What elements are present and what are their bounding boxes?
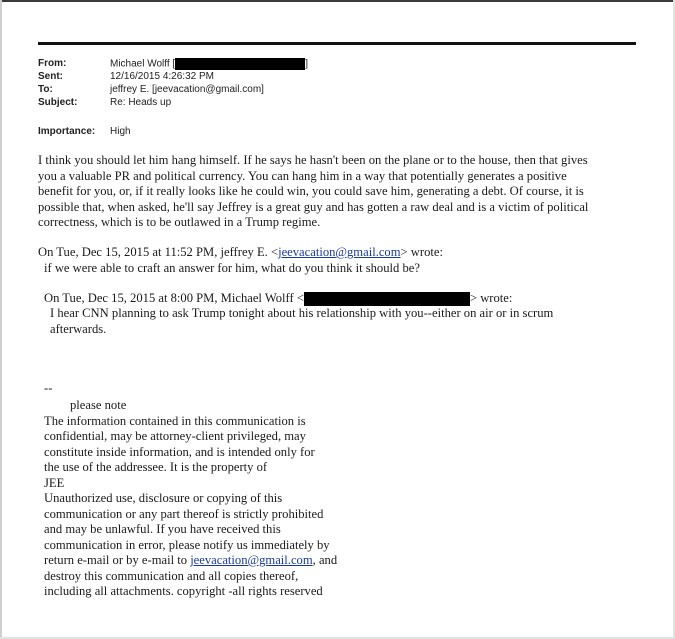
body-line: possible that, when asked, he'll say Jeffrey is a great guy and has gotten a raw deal and is a victim of political <box>38 199 589 214</box>
importance-label: Importance: <box>38 126 96 137</box>
redaction-bar <box>175 58 305 70</box>
disclaimer-line: constitute inside information, and is intended only for <box>44 444 315 459</box>
quote1-attribution: On Tue, Dec 15, 2015 at 11:52 PM, jeffrey E. <jeevacation@gmail.com> wrote: <box>38 245 443 259</box>
disclaimer-line: communication or any part thereof is strictly prohibited <box>44 506 324 521</box>
sent-label: Sent: <box>38 71 63 82</box>
from-value: Michael Wolff [ ] <box>110 58 308 70</box>
disclaimer-email-link[interactable]: jeevacation@gmail.com <box>190 553 313 567</box>
body-line: I think you should let him hang himself. If he says he hasn't been on the plane or to the house, then that gives <box>38 153 588 167</box>
disclaimer-line: Unauthorized use, disclosure or copying of this <box>44 491 283 505</box>
signature-note: please note <box>70 398 127 412</box>
to-label: To: <box>38 84 53 95</box>
subject-value: Re: Heads up <box>110 97 172 108</box>
quote2-attribution: On Tue, Dec 15, 2015 at 8:00 PM, Michael Wolff < > wrote: <box>44 291 513 305</box>
page-border-left <box>0 0 2 639</box>
body-line: correctness, which is to be outlawed in a Trump regime. <box>38 215 321 229</box>
sent-value: 12/16/2015 4:26:32 PM <box>110 71 214 82</box>
page-border-top <box>0 0 675 2</box>
quote1-line: if we were able to craft an answer for him, what do you think it should be? <box>44 261 420 275</box>
redaction-bar <box>304 292 470 306</box>
quote2-line: afterwards. <box>50 321 107 336</box>
disclaimer-line: communication in error, please notify us immediately by <box>44 537 330 552</box>
quote2-line: I hear CNN planning to ask Trump tonight about his relationship with you--either on air or in scrum <box>50 306 554 320</box>
disclaimer-line: the use of the addressee. It is the property of <box>44 460 268 474</box>
disclaimer-line: destroy this communication and all copies thereof, <box>44 568 299 583</box>
disclaimer-email-line: return e-mail or by e-mail to jeevacation@gmail.com, and <box>44 553 338 567</box>
signature-dashes: -- <box>44 381 53 395</box>
body-line: you a valuable PR and political currency. You can hang him in a way that potentially generates a positive <box>38 168 567 183</box>
from-label: From: <box>38 58 67 69</box>
quote1-email-link[interactable]: jeevacation@gmail.com <box>278 245 401 259</box>
header-rule <box>38 42 636 45</box>
disclaimer-line: JEE <box>44 475 65 490</box>
disclaimer-line: and may be unlawful. If you have received this <box>44 522 281 536</box>
disclaimer-line: confidential, may be attorney-client privileged, may <box>44 429 306 443</box>
disclaimer-line: including all attachments. copyright -all rights reserved <box>44 584 323 598</box>
subject-label: Subject: <box>38 97 78 108</box>
body-line: benefit for you, or, if it really looks like he could win, you could save him, generating a debt. Of course, it is <box>38 184 584 198</box>
to-value: jeffrey E. [jeevacation@gmail.com] <box>110 84 264 95</box>
disclaimer-line: The information contained in this communication is <box>44 413 306 428</box>
importance-value: High <box>110 126 131 137</box>
